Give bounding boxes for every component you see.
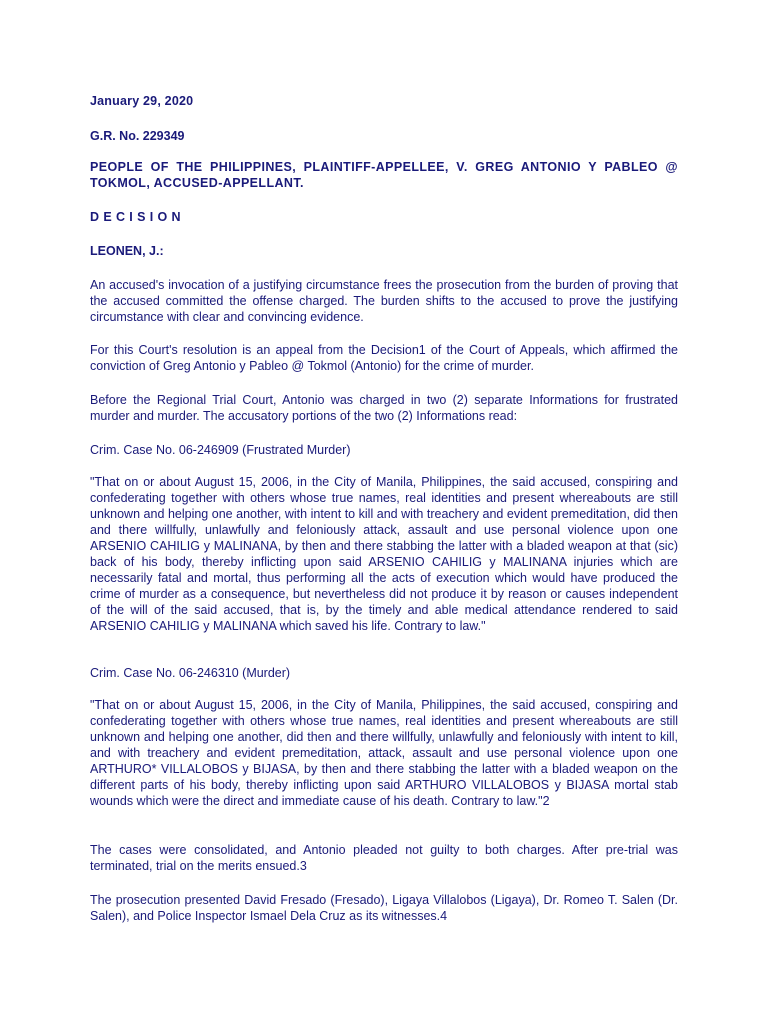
paragraph-intro: An accused's invocation of a justifying circumstance frees the prosecution from the burden of proving that the accused committed the offense charged. The burden shifts to the accused to prove the justifying circumstance with clear and convincing evidence. [90,278,678,324]
ponente: LEONEN, J.: [90,244,164,258]
paragraph-consolidation: The cases were consolidated, and Antonio pleaded not guilty to both charges. After pre-trial was terminated, trial on the merits ensued.3 [90,843,678,873]
case-caption-frustrated-murder: Crim. Case No. 06-246909 (Frustrated Murder) [90,443,351,457]
information-murder: "That on or about August 15, 2006, in the City of Manila, Philippines, the said accused, conspiring and confederating together with others whose true names, real identities and present whereabouts are still unknown and helping one another, did then and there willfully, unlawfully and feloniously with intent to kill, and with treachery and evident premeditation, attack, assault and use personal violence upon one ARTHURO* VILLALOBOS y BIJASA, by then and there stabbing the latter with a bladed weapon on the different parts of his body, thereby inflicting upon said ARTHURO VILLALOBOS y BIJASA mortal stab wounds which were the direct and immediate cause of his death. Contrary to law."2 [90,698,678,808]
paragraph-informations: Before the Regional Trial Court, Antonio was charged in two (2) separate Informations for frustrated murder and murder. The accusatory portions of the two (2) Informations read: [90,393,678,423]
decision-date: January 29, 2020 [90,94,194,108]
information-frustrated-murder: "That on or about August 15, 2006, in the City of Manila, Philippines, the said accused, conspiring and confederating together with others whose true names, real identities and present whereabouts are still unknown and helping one another, with intent to kill and with treachery and evident premeditation, did then and there willfully, unlawfully and feloniously attack, assault and use personal violence upon one ARSENIO CAHILIG y MALINANA, by then and there stabbing the latter with a bladed weapon at that (sic) back of his body, thereby inflicting upon said ARSENIO CAHILIG y MALINANA injuries which are necessarily fatal and mortal, thus performing all the acts of execution which would have produced the crime of murder as a consequence, but nevertheless did not produce it by reason or causes independent of the will of the said accused, that is, by the timely and able medical attendance rendered to said ARSENIO CAHILIG y MALINANA which saved his life. Contrary to law." [90,475,678,633]
case-title: PEOPLE OF THE PHILIPPINES, PLAINTIFF-APPELLEE, V. GREG ANTONIO Y PABLEO @ TOKMOL, ACCUSED-APPELLANT. [90,160,678,190]
paragraph-appeal: For this Court's resolution is an appeal from the Decision1 of the Court of Appeals, which affirmed the conviction of Greg Antonio y Pableo @ Tokmol (Antonio) for the crime of murder. [90,343,678,373]
case-caption-murder: Crim. Case No. 06-246310 (Murder) [90,666,291,680]
case-number: G.R. No. 229349 [90,129,185,143]
decision-heading: DECISION [90,210,185,224]
paragraph-witnesses: The prosecution presented David Fresado (Fresado), Ligaya Villalobos (Ligaya), Dr. Romeo T. Salen (Dr. Salen), and Police Inspector Ismael Dela Cruz as its witnesses.4 [90,893,678,923]
